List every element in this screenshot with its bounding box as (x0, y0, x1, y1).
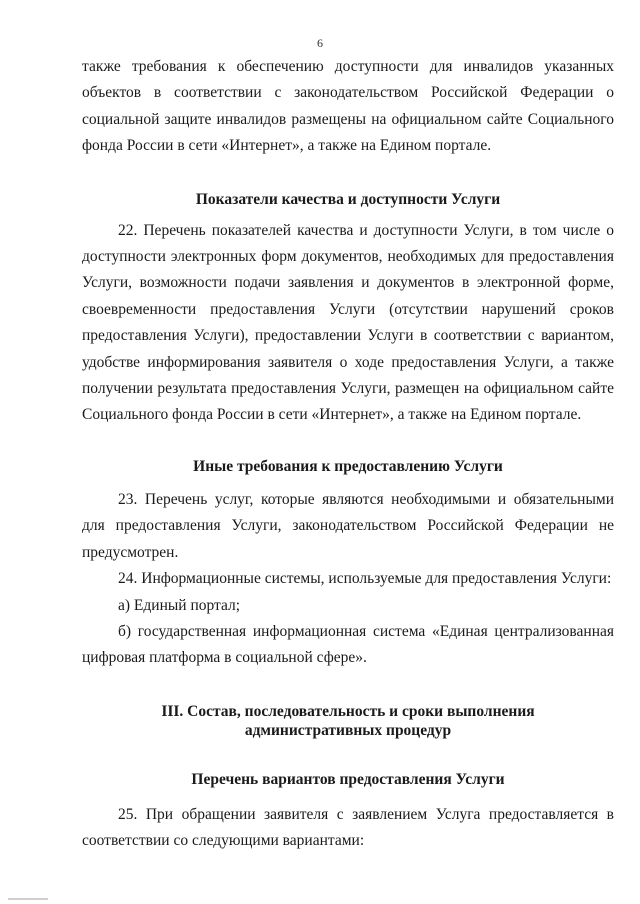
chapter-heading-iii-line-2: административных процедур (244, 721, 452, 739)
chapter-heading-iii-line-1: III. Состав, последовательность и сроки выполнения (161, 702, 535, 720)
chapter-heading-iii (82, 702, 614, 740)
document-body (82, 54, 614, 855)
paragraph-22: 22. Перечень показателей качества и доступности Услуги, в том числе о доступности электронных форм документов, необходимых для предоставления Услуги, возможности подачи заявления и документов в электронной форме, своевременности предоставления Услуги (отсутствии нарушений сроков предоставления Услуги), предоставлении Услуги в соответствии с вариантом, удобстве информирования заявителя о ходе предоставления Услуги, а также получении результата предоставления Услуги, размещен на официальном сайте Социального фонда России в сети «Интернет», а также на Едином портале. (82, 221, 614, 424)
paragraph-accessibility-info: также требования к обеспечению доступности для инвалидов указанных объектов в соответствии с законодательством Российской Федерации о социальной защите инвалидов размещены на официальном сайте Социального фонда России в сети «Интернет», а также на Едином портале. (82, 58, 614, 155)
paragraph-24-b: б) государственная информационная система «Единая централизованная цифровая платформа в социальной сфере». (82, 622, 614, 667)
section-heading-other-requirements: Иные требования к предоставлению Услуги (193, 457, 503, 475)
paragraph-25: 25. При обращении заявителя с заявлением Услуга предоставляется в соответствии со следующими вариантами: (82, 805, 614, 850)
paragraph-24-a: а) Единый портал; (118, 596, 241, 614)
scan-artifact-mark (8, 898, 48, 900)
section-heading-variants: Перечень вариантов предоставления Услуги (191, 770, 505, 788)
paragraph-23: 23. Перечень услуг, которые являются необходимыми и обязательными для предоставления Услуги, законодательством Российской Федерации не предусмотрен. (82, 490, 614, 561)
section-heading-quality: Показатели качества и доступности Услуги (195, 190, 501, 208)
paragraph-24: 24. Информационные системы, используемые для предоставления Услуги: (118, 570, 612, 588)
page-number: 6 (317, 36, 323, 50)
